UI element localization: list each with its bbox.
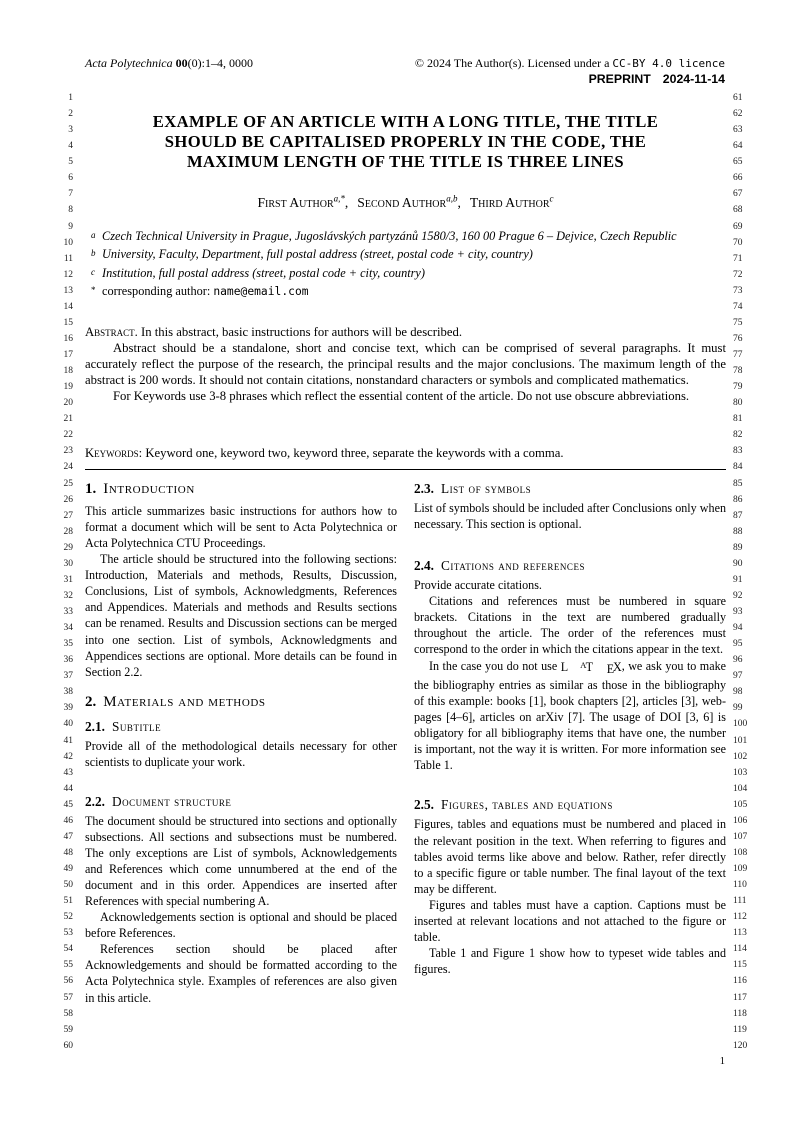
latex-logo: L AT EX xyxy=(560,659,622,677)
line-number: 48 xyxy=(63,847,73,858)
line-number: 64 xyxy=(733,141,743,152)
line-number: 101 xyxy=(733,735,748,746)
license-block xyxy=(415,56,725,86)
line-number: 29 xyxy=(63,542,73,553)
line-number: 28 xyxy=(63,526,73,537)
line-number: 78 xyxy=(733,366,743,377)
line-number: 117 xyxy=(733,992,747,1003)
abstract-paragraph-2: Abstract should be a standalone, short and concise text, which can be comprised of several paragraphs. It must accurately reflect the purpose of the research, the principal results and the major conclusions. The maximum length of the abstract is 200 words. It should not contain citations, nonstandard characters or symbols and complicated mathematics. xyxy=(85,340,726,387)
section-title: Introduction xyxy=(103,481,195,497)
line-number: 84 xyxy=(733,462,743,473)
page-number: 1 xyxy=(719,1056,725,1067)
subsection-title: Citations and references xyxy=(440,558,586,574)
line-number: 90 xyxy=(733,558,743,569)
corresponding-author-text: corresponding author: xyxy=(102,284,214,299)
paragraph: Figures, tables and equations must be numbered and placed in the relevant position in the text. When referring to figures and tables avoid terms like above and below. Rather, refer directly to a specific figure or table number. The final layout of the text may be different. xyxy=(414,817,726,896)
author-3-name: Third Author xyxy=(469,194,550,210)
line-number: 105 xyxy=(733,799,748,810)
line-number: 4 xyxy=(68,141,73,152)
line-number: 77 xyxy=(733,350,743,360)
line-number: 104 xyxy=(733,783,748,794)
section-number: 2. xyxy=(85,693,97,710)
line-number: 40 xyxy=(63,719,73,730)
line-number: 5 xyxy=(68,157,73,168)
line-number: 85 xyxy=(733,478,743,489)
subsection-heading-figures-tables-and-equations xyxy=(414,797,726,812)
line-number: 102 xyxy=(733,751,748,762)
left-column xyxy=(85,481,397,1006)
line-number: 111 xyxy=(733,896,747,907)
author-2 xyxy=(357,195,461,210)
subsection-title: List of symbols xyxy=(440,481,532,496)
line-number: 59 xyxy=(63,1024,73,1035)
line-number: 13 xyxy=(63,285,73,296)
keywords-line xyxy=(85,446,726,461)
line-number: 115 xyxy=(733,960,747,971)
abstract-label: Abstract. xyxy=(85,325,138,339)
paragraph-text: , we ask you to make the bibliography entries as similar as those in the bibliography of this example: books [1], book chapters [2], articles [3], web-pages [4–6], articles on arXiv [7]. The usage of DOI [3, 6] is obligatory for all bibliography items that have one, the number is important, not the way it is written. For more information see Table 1. xyxy=(414,659,726,773)
paragraph: Figures and tables must have a caption. Captions must be inserted at relevant locations and not attached to the figure or table. xyxy=(414,897,726,944)
line-number: 6 xyxy=(68,173,73,184)
title-line-2: SHOULD BE CAPITALISED PROPERLY IN THE CODE, THE xyxy=(164,132,647,151)
line-number: 108 xyxy=(733,847,748,858)
line-number: 1 xyxy=(68,93,73,103)
line-number: 31 xyxy=(63,574,73,585)
authors-line xyxy=(85,193,726,211)
line-number: 53 xyxy=(63,928,73,939)
line-number: 71 xyxy=(733,253,743,264)
line-number: 100 xyxy=(733,719,748,730)
subsection-number: 2.3. xyxy=(414,481,434,496)
paragraph: Table 1 and Figure 1 show how to typeset wide tables and figures. xyxy=(414,945,726,977)
line-number: 43 xyxy=(63,767,73,778)
line-number: 54 xyxy=(63,944,73,955)
line-number: 98 xyxy=(733,687,743,698)
line-number: 86 xyxy=(733,494,743,505)
line-number: 44 xyxy=(63,783,73,794)
author-3 xyxy=(470,195,554,210)
journal-volume: 00 xyxy=(175,56,188,70)
paragraph: References section should be placed after Acknowledgements and should be formatted according to the Acta Polytechnica style. Examples of references are also given in this article. xyxy=(85,942,397,1005)
license-link[interactable]: CC-BY 4.0 licence xyxy=(612,57,725,70)
line-number: 118 xyxy=(733,1008,747,1019)
line-number: 2 xyxy=(68,109,73,120)
subsection-heading-list-of-symbols xyxy=(414,481,726,496)
line-number: 95 xyxy=(733,639,743,650)
section-title: Materials and methods xyxy=(103,693,266,710)
line-number: 73 xyxy=(733,285,743,296)
line-numbers-right xyxy=(733,90,763,1054)
line-number: 16 xyxy=(63,333,73,344)
line-number: 35 xyxy=(63,639,73,650)
section-heading-introduction xyxy=(85,481,397,498)
line-number: 36 xyxy=(63,655,73,666)
line-number: 25 xyxy=(63,478,73,489)
line-number: 3 xyxy=(68,125,73,136)
line-number: 33 xyxy=(63,607,73,617)
line-number: 103 xyxy=(733,767,748,778)
paragraph: Acknowledgements section is optional and should be placed before References. xyxy=(85,910,397,941)
line-number: 113 xyxy=(733,928,747,939)
line-number: 120 xyxy=(733,1040,748,1051)
line-number: 67 xyxy=(733,189,743,200)
line-number: 76 xyxy=(733,333,743,344)
preprint-line xyxy=(415,72,725,86)
line-number: 79 xyxy=(733,382,743,393)
title-line-3: MAXIMUM LENGTH OF THE TITLE IS THREE LINES xyxy=(186,152,625,171)
line-number: 30 xyxy=(63,558,73,569)
paragraph: Provide all of the methodological details necessary for other scientists to duplicate your work. xyxy=(85,738,397,769)
affiliation-c-label: c xyxy=(91,266,95,277)
line-number: 112 xyxy=(733,912,747,923)
line-number: 82 xyxy=(733,430,743,441)
affiliation-c-text: Institution, full postal address (street, postal code + city, country) xyxy=(102,265,425,280)
subsection-number: 2.1. xyxy=(85,718,105,734)
right-column xyxy=(414,481,726,977)
line-number: 14 xyxy=(63,301,73,312)
subsection-title: Document structure xyxy=(111,793,232,809)
line-number: 20 xyxy=(63,398,73,409)
affiliation-b xyxy=(85,245,726,263)
journal-reference xyxy=(85,56,253,71)
paragraph: The document should be structured into sections and optionally subsections. All sections and subsections must be numbered. The only exceptions are List of symbols, Acknowledgements and References which come unnumbered at the end of the document and in this order. Appendices are inserted after References with special numbering A. xyxy=(85,813,397,909)
line-number: 114 xyxy=(733,944,747,955)
line-number: 92 xyxy=(733,590,743,601)
line-number: 106 xyxy=(733,815,748,826)
title-line-1: EXAMPLE OF AN ARTICLE WITH A LONG TITLE, THE TITLE xyxy=(152,112,659,131)
paragraph: Citations and references must be numbered in square brackets. Citations in the text are numbered gradually throughout the article. The order of the references must correspond to the order in which the citations appear in the text. xyxy=(414,594,726,657)
line-number: 10 xyxy=(63,237,73,248)
line-number: 9 xyxy=(68,221,73,232)
line-number: 72 xyxy=(733,269,743,280)
separator-rule xyxy=(85,469,726,470)
line-number: 39 xyxy=(63,703,73,714)
keywords-text: Keyword one, keyword two, keyword three, separate the keywords with a comma. xyxy=(145,446,564,460)
line-number: 22 xyxy=(63,430,73,441)
line-number: 32 xyxy=(63,590,73,601)
subsection-heading-subtitle xyxy=(85,719,397,734)
line-number: 57 xyxy=(63,992,73,1003)
subsection-number: 2.2. xyxy=(85,793,105,809)
line-number: 15 xyxy=(63,317,73,328)
abstract-paragraph-3: For Keywords use 3-8 phrases which reflect the essential content of the article. Do not use obscure abbreviations. xyxy=(113,388,690,403)
line-number: 70 xyxy=(733,237,743,248)
corresponding-author-mark: * xyxy=(91,285,96,296)
line-number: 52 xyxy=(63,912,73,923)
line-number: 91 xyxy=(733,574,743,585)
line-number: 61 xyxy=(733,93,743,103)
line-number: 12 xyxy=(63,269,73,280)
license-text: © 2024 The Author(s). Licensed under a xyxy=(414,56,613,70)
line-number: 119 xyxy=(733,1024,747,1035)
subsection-title: Subtitle xyxy=(111,718,162,734)
line-number: 24 xyxy=(63,462,73,473)
line-number: 7 xyxy=(68,189,73,200)
line-number: 66 xyxy=(733,173,743,184)
line-number: 107 xyxy=(733,831,748,842)
line-number: 38 xyxy=(63,687,73,698)
author-1-affil-marks: a,* xyxy=(333,193,345,203)
paragraph: This article summarizes basic instructions for authors how to format a document which will be sent to Acta Polytechnica or Acta Polytechnica CTU Proceedings. xyxy=(85,504,397,551)
license-line xyxy=(415,56,725,71)
line-number: 94 xyxy=(733,623,743,634)
author-2-name: Second Author xyxy=(357,194,447,210)
affiliation-a-label: a xyxy=(91,230,96,240)
line-number: 96 xyxy=(733,655,743,666)
line-number: 87 xyxy=(733,510,743,521)
subsection-title: Figures, tables and equations xyxy=(440,797,613,813)
author-separator: , xyxy=(457,194,461,210)
author-2-affil-marks: a,b xyxy=(446,193,458,203)
preprint-date: 2024-11-14 xyxy=(662,72,725,86)
line-number: 51 xyxy=(63,896,73,907)
line-number: 89 xyxy=(733,542,743,553)
affiliation-b-label: b xyxy=(91,248,96,259)
line-number: 60 xyxy=(63,1040,73,1051)
line-number: 62 xyxy=(733,109,743,120)
line-numbers-left xyxy=(0,90,73,1054)
corresponding-author xyxy=(85,282,726,301)
line-number: 23 xyxy=(63,446,73,457)
line-number: 37 xyxy=(63,671,73,682)
affiliation-b-text: University, Faculty, Department, full postal address (street, postal code + city, country) xyxy=(102,247,533,262)
line-number: 27 xyxy=(63,510,73,521)
line-number: 75 xyxy=(733,317,743,328)
affiliations xyxy=(85,227,726,302)
line-number: 41 xyxy=(63,735,73,746)
line-number: 50 xyxy=(63,880,73,891)
corresponding-author-email[interactable]: name@email.com xyxy=(213,285,309,299)
affiliation-a xyxy=(85,227,726,245)
line-number: 116 xyxy=(733,976,747,987)
line-number: 21 xyxy=(63,414,73,425)
line-number: 81 xyxy=(733,414,743,425)
subsection-heading-citations-and-references xyxy=(414,558,726,573)
paragraph: Provide accurate citations. xyxy=(414,578,542,593)
line-number: 65 xyxy=(733,157,743,168)
line-number: 109 xyxy=(733,864,748,874)
line-number: 49 xyxy=(63,864,73,874)
line-number: 83 xyxy=(733,446,743,457)
line-number: 58 xyxy=(63,1008,73,1019)
journal-issue-info: (0):1–4, 0000 xyxy=(187,56,253,70)
paragraph: The article should be structured into the following sections: Introduction, Materials and methods, Results, Discussion, Conclusions, List of symbols, Acknowledgments, References and Appendices. Materials and methods and Results sections can be renamed. Results and Discussion sections can be merged into one section. List of symbols, Acknowledgments and Appendices sections are optional. More details can be found in Section 2.2. xyxy=(85,552,397,679)
line-number: 46 xyxy=(63,815,73,826)
line-number: 97 xyxy=(733,671,743,682)
journal-name: Acta Polytechnica xyxy=(85,56,176,70)
line-number: 19 xyxy=(63,382,73,393)
line-number: 56 xyxy=(63,976,73,987)
line-number: 93 xyxy=(733,607,743,617)
line-number: 34 xyxy=(63,623,73,634)
author-3-affil-marks: c xyxy=(549,193,554,203)
line-number: 69 xyxy=(733,221,743,232)
author-1-name: First Author xyxy=(257,194,334,210)
line-number: 11 xyxy=(63,253,73,264)
line-number: 99 xyxy=(733,703,743,714)
paragraph: List of symbols should be included after Conclusions only when necessary. This section is optional. xyxy=(414,501,726,532)
paragraph-text: In the case you do not use xyxy=(429,659,561,674)
keywords-label: Keywords: xyxy=(85,446,143,460)
line-number: 63 xyxy=(733,125,743,136)
line-number: 110 xyxy=(733,880,747,891)
subsection-number: 2.5. xyxy=(414,797,434,813)
subsection-number: 2.4. xyxy=(414,558,434,574)
abstract-paragraph-1 xyxy=(85,325,726,341)
abstract xyxy=(85,325,726,405)
line-number: 55 xyxy=(63,960,73,971)
line-number: 47 xyxy=(63,831,73,842)
author-separator: , xyxy=(344,194,349,210)
line-number: 45 xyxy=(63,799,73,810)
section-heading-materials-and-methods xyxy=(85,694,397,711)
line-number: 68 xyxy=(733,205,743,216)
line-number: 42 xyxy=(63,751,73,762)
abstract-p1-text: In this abstract, basic instructions for authors will be described. xyxy=(141,325,463,339)
line-number: 88 xyxy=(733,526,743,537)
subsection-heading-document-structure xyxy=(85,794,397,809)
line-number: 80 xyxy=(733,398,743,409)
affiliation-a-text: Czech Technical University in Prague, Jugoslávských partyzánů 1580/3, 160 00 Prague 6 – Dejvice, Czech Republic xyxy=(102,229,677,243)
section-number: 1. xyxy=(85,481,97,497)
line-number: 18 xyxy=(63,366,73,377)
affiliation-c xyxy=(85,264,726,282)
line-number: 8 xyxy=(68,205,73,216)
line-number: 74 xyxy=(733,301,743,312)
author-1 xyxy=(257,195,348,210)
paragraph xyxy=(414,657,726,773)
line-number: 26 xyxy=(63,494,73,505)
line-number: 17 xyxy=(63,350,73,360)
article-title xyxy=(85,112,726,172)
preprint-label: PREPRINT xyxy=(588,72,651,86)
